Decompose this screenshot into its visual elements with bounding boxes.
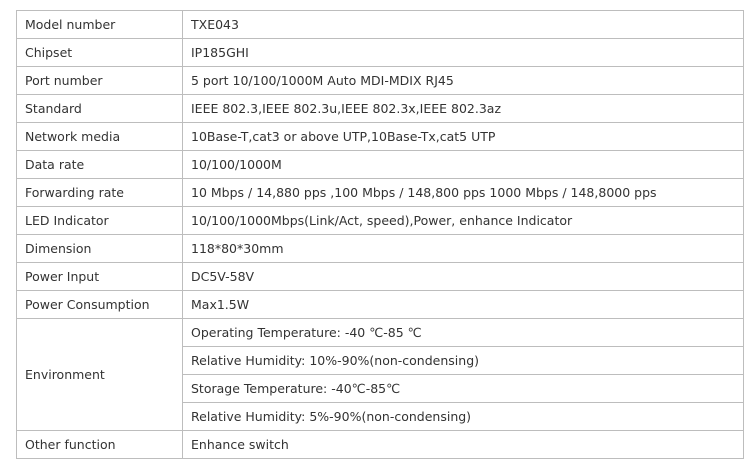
spec-label: Model number (17, 11, 183, 39)
spec-value: 10Base-T,cat3 or above UTP,10Base-Tx,cat5 UTP (183, 123, 744, 151)
spec-label: Port number (17, 67, 183, 95)
spec-label: Dimension (17, 235, 183, 263)
spec-value: 5 port 10/100/1000M Auto MDI-MDIX RJ45 (183, 67, 744, 95)
spec-value: 10 Mbps / 14,880 pps ,100 Mbps / 148,800 pps 1000 Mbps / 148,8000 pps (183, 179, 744, 207)
spec-label: Standard (17, 95, 183, 123)
table-row (17, 179, 744, 207)
table-row (17, 235, 744, 263)
table-row (17, 95, 744, 123)
spec-value: TXE043 (183, 11, 744, 39)
table-row (17, 291, 744, 319)
spec-value: IEEE 802.3,IEEE 802.3u,IEEE 802.3x,IEEE 802.3az (183, 95, 744, 123)
environment-label: Environment (17, 319, 183, 431)
table-row (17, 319, 744, 347)
spec-value: 118*80*30mm (183, 235, 744, 263)
environment-value: Relative Humidity: 10%-90%(non-condensing) (183, 347, 744, 375)
spec-label: Data rate (17, 151, 183, 179)
spec-label: LED Indicator (17, 207, 183, 235)
environment-value: Relative Humidity: 5%-90%(non-condensing) (183, 403, 744, 431)
table-row (17, 263, 744, 291)
table-row (17, 207, 744, 235)
spec-label: Other function (17, 431, 183, 459)
spec-label: Forwarding rate (17, 179, 183, 207)
spec-value: 10/100/1000Mbps(Link/Act, speed),Power, enhance Indicator (183, 207, 744, 235)
environment-value: Storage Temperature: -40℃-85℃ (183, 375, 744, 403)
spec-label: Power Input (17, 263, 183, 291)
table-row (17, 39, 744, 67)
table-row (17, 11, 744, 39)
table-row (17, 123, 744, 151)
spec-value: 10/100/1000M (183, 151, 744, 179)
spec-value: DC5V-58V (183, 263, 744, 291)
spec-label: Network media (17, 123, 183, 151)
table-row (17, 67, 744, 95)
environment-value: Operating Temperature: -40 ℃-85 ℃ (183, 319, 744, 347)
spec-value: Max1.5W (183, 291, 744, 319)
table-row (17, 151, 744, 179)
spec-label: Power Consumption (17, 291, 183, 319)
spec-table (16, 10, 744, 459)
spec-value: Enhance switch (183, 431, 744, 459)
table-row (17, 431, 744, 459)
spec-value: IP185GHI (183, 39, 744, 67)
spec-label: Chipset (17, 39, 183, 67)
